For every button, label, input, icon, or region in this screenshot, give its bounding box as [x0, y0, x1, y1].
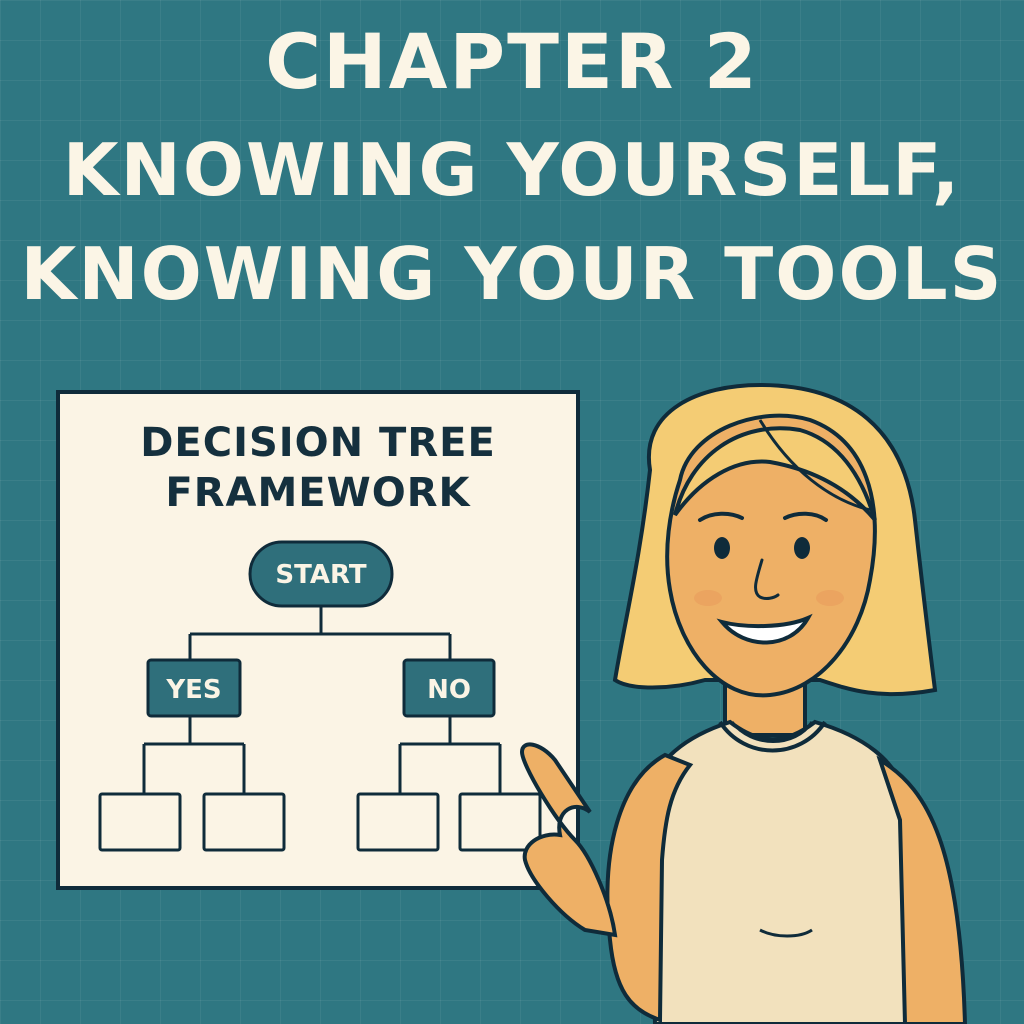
yes-label: YES — [166, 675, 222, 705]
board-title-line-2: FRAMEWORK — [165, 470, 471, 516]
chapter-title-line-2: KNOWING YOUR TOOLS — [20, 232, 1004, 316]
pointing-hand — [522, 744, 615, 935]
leaf-box — [100, 794, 180, 850]
no-label: NO — [427, 675, 471, 705]
left-eye — [714, 537, 730, 559]
leaf-box — [358, 794, 438, 850]
chapter-title-line-1: KNOWING YOURSELF, — [62, 128, 962, 212]
right-eye — [794, 537, 810, 559]
start-node — [250, 542, 392, 606]
start-label: START — [275, 560, 367, 590]
no-node — [404, 660, 494, 716]
yes-node — [148, 660, 240, 716]
chapter-number: CHAPTER 2 — [265, 17, 759, 106]
board-title-line-1: DECISION TREE — [140, 420, 496, 466]
leaf-box — [204, 794, 284, 850]
woman-presenter-illustration — [490, 370, 1024, 1024]
